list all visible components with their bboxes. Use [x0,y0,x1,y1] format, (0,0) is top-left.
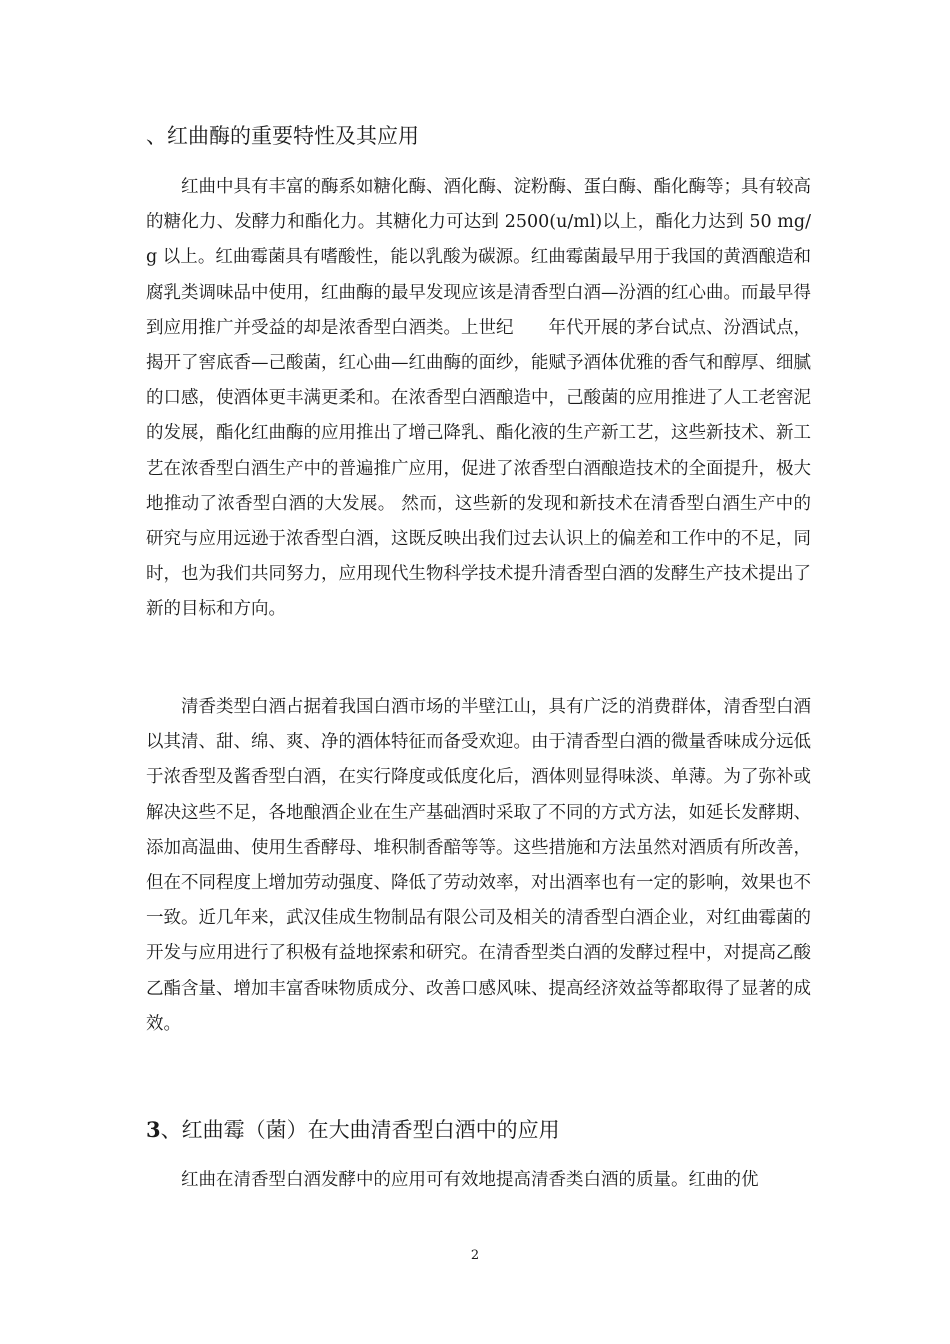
section-heading-text: 、红曲酶的重要特性及其应用 [146,124,419,148]
section-3-heading [146,1115,826,1145]
section-heading [146,121,826,151]
section-3-title: 、红曲霉（菌）在大曲清香型白酒中的应用 [160,1118,560,1142]
section-3-number: 3 [146,1117,161,1142]
body-paragraph-1: 红曲中具有丰富的酶系如糖化酶、酒化酶、淀粉酶、蛋白酶、酯化酶等；具有较高的糖化力、发酵力和酯化力。其糖化力可达到 2500(u/ml)以上，酯化力达到 50 mg/g 以上。红曲霉菌具有嗜酸性，能以乳酸为碳源。红曲霉菌最早用于我国的黄酒酿造和腐乳类调味品中使用，红曲酶的最早发现应该是清香型白酒—汾酒的红心曲。而最早得到应用推广并受益的却是浓香型白酒类。上世纪 年代开展的茅台试点、汾酒试点，揭开了窖底香—己酸菌，红心曲—红曲酶的面纱，能赋予酒体优雅的香气和醇厚、细腻的口感，使酒体更丰满更柔和。在浓香型白酒酿造中，己酸菌的应用推进了人工老窖泥的发展，酯化红曲酶的应用推出了增己降乳、酯化液的生产新工艺，这些新技术、新工艺在浓香型白酒生产中的普遍推广应用，促进了浓香型白酒酿造技术的全面提升，极大地推动了浓香型白酒的大发展。 然而，这些新的发现和新技术在清香型白酒生产中的研究与应用远逊于浓香型白酒，这既反映出我们过去认识上的偏差和工作中的不足，同时，也为我们共同努力，应用现代生物科学技术提升清香型白酒的发酵生产技术提出了新的目标和方向。 [146,177,811,620]
body-paragraph-2: 清香类型白酒占据着我国白酒市场的半壁江山，具有广泛的消费群体，清香型白酒以其清、甜、绵、爽、净的酒体特征而备受欢迎。由于清香型白酒的微量香味成分远低于浓香型及酱香型白酒，在实行降度或低度化后，酒体则显得味淡、单薄。为了弥补或解决这些不足，各地酿酒企业在生产基础酒时采取了不同的方式方法，如延长发酵期、添加高温曲、使用生香酵母、堆积制香醅等等。这些措施和方法虽然对酒质有所改善，但在不同程度上增加劳动强度、降低了劳动效率，对出酒率也有一定的影响，效果也不一致。近几年来，武汉佳成生物制品有限公司及相关的清香型白酒企业，对红曲霉菌的开发与应用进行了积极有益地探索和研究。在清香型类白酒的发酵过程中，对提高乙酸乙酯含量、增加丰富香味物质成分、改善口感风味、提高经济效益等都取得了显著的成效。 [146,697,811,1034]
section-3-paragraph: 红曲在清香型白酒发酵中的应用可有效地提高清香类白酒的质量。红曲的优 [181,1170,759,1190]
page-number: 2 [470,1248,480,1263]
